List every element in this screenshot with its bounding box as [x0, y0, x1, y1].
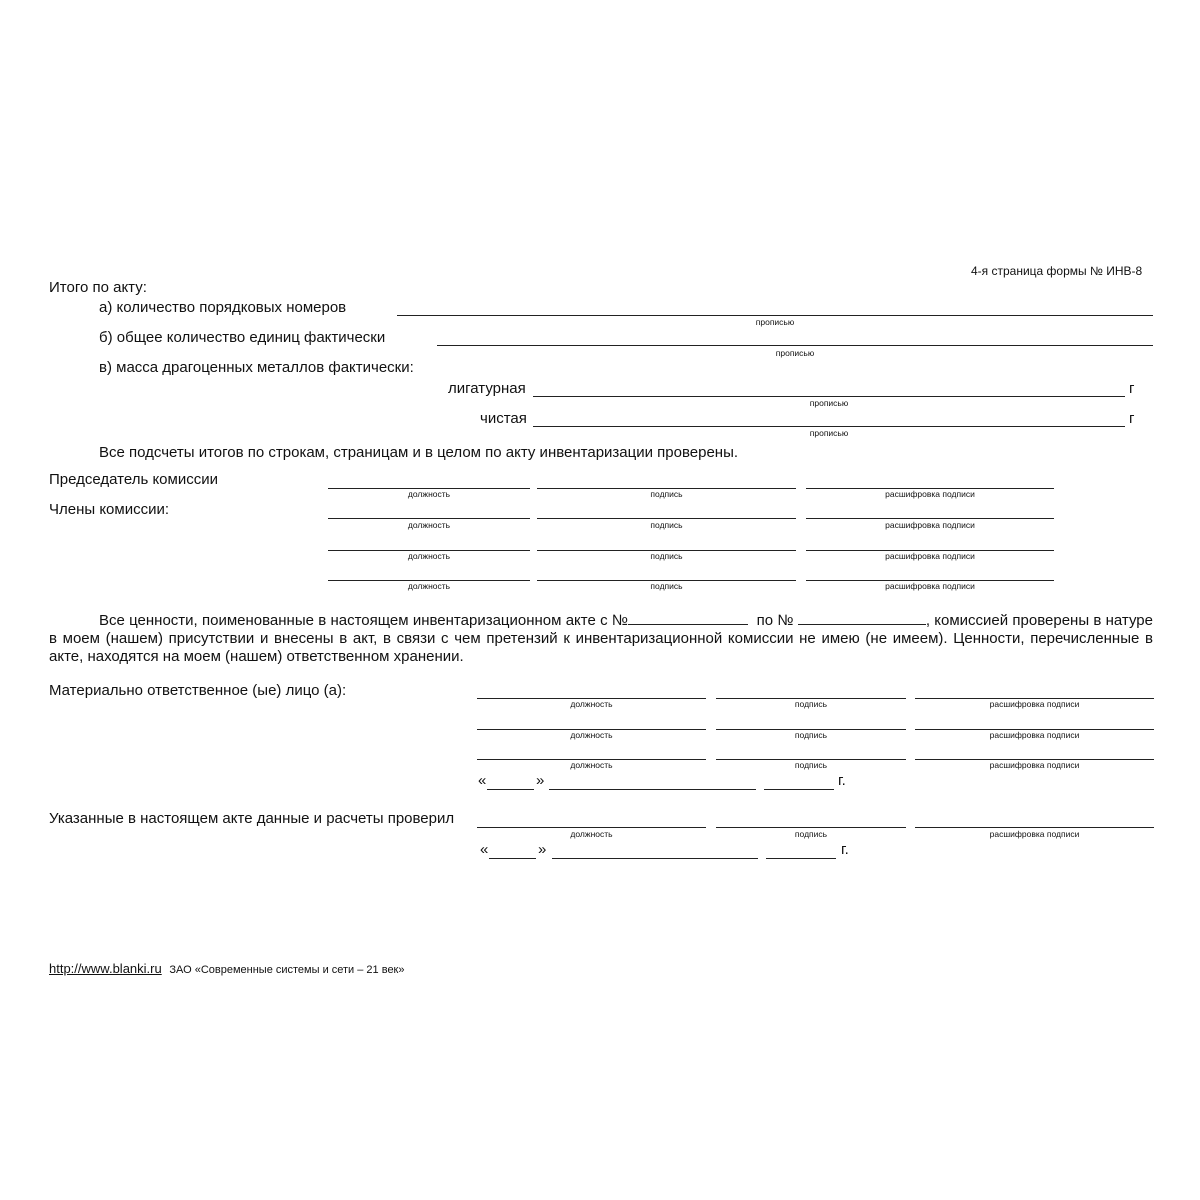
- date-quote-close: »: [536, 772, 545, 789]
- member1-decoding-field[interactable]: [806, 518, 1054, 519]
- caption-position: должность: [407, 551, 451, 561]
- caption-position: должность: [570, 829, 613, 839]
- checker-decoding-field[interactable]: [915, 827, 1154, 828]
- to-number-field[interactable]: [798, 610, 926, 625]
- statement-text-part3: , комиссией проверены в натуре в моем (нашем) присутствии и внесены в акт, в связи с чем претензий к инвентаризационной комиссии не имею (не имеем). Ценности, перечисленные в акте, находятся на моем (нашем) ответственном хранении.: [49, 612, 1153, 665]
- caption-in-words: прописью: [809, 398, 849, 408]
- date-quote-open: «: [478, 772, 487, 789]
- caption-decoding: расшифровка подписи: [989, 829, 1080, 839]
- caption-signature: подпись: [650, 520, 683, 530]
- responsible-label: Материально ответственное (ые) лицо (а):: [49, 682, 347, 699]
- member1-position-field[interactable]: [328, 518, 530, 519]
- responsible-date-month-field[interactable]: [549, 789, 756, 790]
- member1-signature-field[interactable]: [537, 518, 796, 519]
- footer-company: ЗАО «Современные системы и сети – 21 век»: [169, 964, 405, 976]
- checker-signature-field[interactable]: [716, 827, 906, 828]
- checker-date-month-field[interactable]: [552, 858, 758, 859]
- caption-signature: подпись: [650, 489, 683, 499]
- members-label: Члены комиссии:: [49, 501, 170, 518]
- pure-unit: г: [1129, 410, 1135, 427]
- verified-text: Все подсчеты итогов по строкам, страницам и в целом по акту инвентаризации проверены.: [99, 444, 739, 461]
- caption-position: должность: [407, 520, 451, 530]
- caption-signature: подпись: [650, 581, 683, 591]
- totals-line-c-label: в) масса драгоценных металлов фактически:: [99, 359, 414, 376]
- checker-position-field[interactable]: [477, 827, 706, 828]
- ligature-unit: г: [1129, 380, 1135, 397]
- ligature-label: лигатурная: [448, 380, 526, 397]
- caption-decoding: расшифровка подписи: [885, 489, 975, 499]
- date-quote-close: »: [538, 841, 547, 858]
- statement-paragraph: [49, 610, 1153, 666]
- totals-line-a-label: а) количество порядковых номеров: [99, 299, 347, 316]
- totals-title: Итого по акту:: [49, 279, 147, 296]
- caption-position: должность: [407, 489, 451, 499]
- date-year-suffix: г.: [838, 772, 846, 789]
- form-page-label: 4-я страница формы № ИНВ-8: [971, 264, 1143, 278]
- footer: [49, 960, 405, 979]
- footer-link[interactable]: http://www.blanki.ru: [49, 961, 162, 976]
- caption-decoding: расшифровка подписи: [989, 699, 1080, 709]
- caption-in-words: прописью: [775, 348, 815, 358]
- totals-line-b-field[interactable]: [437, 345, 1153, 346]
- responsible-date-day-field[interactable]: [487, 789, 534, 790]
- pure-label: чистая: [480, 410, 527, 427]
- caption-signature: подпись: [794, 829, 828, 839]
- pure-field[interactable]: [533, 426, 1125, 427]
- caption-signature: подпись: [794, 699, 828, 709]
- statement-text-part1: Все ценности, поименованные в настоящем инвентаризационном акте с №: [99, 612, 629, 629]
- from-number-field[interactable]: [628, 610, 748, 625]
- caption-decoding: расшифровка подписи: [989, 730, 1080, 740]
- caption-decoding: расшифровка подписи: [885, 520, 975, 530]
- caption-position: должность: [570, 699, 613, 709]
- caption-position: должность: [407, 581, 451, 591]
- caption-signature: подпись: [794, 760, 828, 770]
- caption-decoding: расшифровка подписи: [885, 581, 975, 591]
- statement-text-part2: по №: [756, 612, 794, 629]
- chairman-label: Председатель комиссии: [49, 471, 218, 488]
- caption-decoding: расшифровка подписи: [989, 760, 1080, 770]
- caption-signature: подпись: [650, 551, 683, 561]
- caption-in-words: прописью: [755, 317, 795, 327]
- totals-line-a-field[interactable]: [397, 315, 1153, 316]
- caption-signature: подпись: [794, 730, 828, 740]
- totals-line-b-label: б) общее количество единиц фактически: [99, 329, 386, 346]
- ligature-field[interactable]: [533, 396, 1125, 397]
- checker-date-year-field[interactable]: [766, 858, 836, 859]
- date-quote-open: «: [480, 841, 489, 858]
- caption-decoding: расшифровка подписи: [885, 551, 975, 561]
- caption-position: должность: [570, 730, 613, 740]
- caption-position: должность: [570, 760, 613, 770]
- checker-label: Указанные в настоящем акте данные и расчеты проверил: [49, 810, 455, 827]
- date-year-suffix: г.: [841, 841, 849, 858]
- caption-in-words: прописью: [809, 428, 849, 438]
- checker-date-day-field[interactable]: [489, 858, 536, 859]
- responsible-date-year-field[interactable]: [764, 789, 834, 790]
